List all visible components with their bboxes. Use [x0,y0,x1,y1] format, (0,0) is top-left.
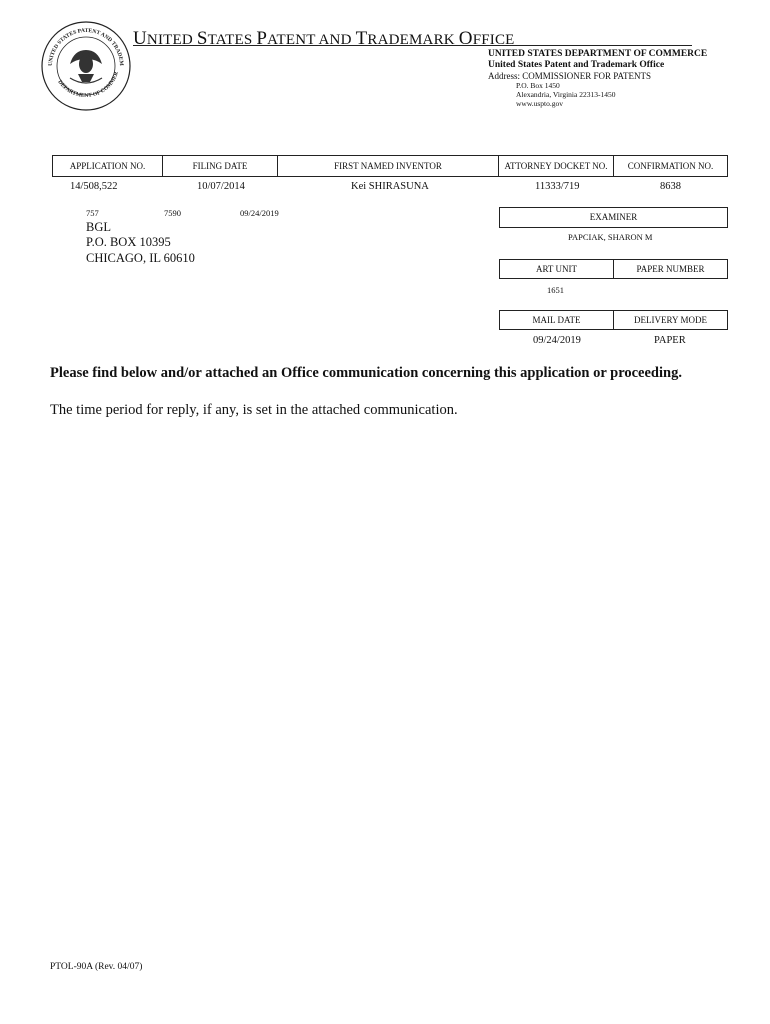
filing-date-value: 10/07/2014 [197,181,245,192]
examiner-label: EXAMINER [499,207,728,228]
first-named-inventor-label: FIRST NAMED INVENTOR [278,155,499,177]
seal-top-text: UNITED STATES PATENT AND TRADEM [47,27,125,67]
paper-number-label: PAPER NUMBER [614,259,728,279]
art-unit-label: ART UNIT [499,259,614,279]
application-no-label: APPLICATION NO. [52,155,163,177]
correspondence-code: 7590 [164,208,181,218]
first-named-inventor-value: Kei SHIRASUNA [351,181,429,192]
agency-name: United States Patent and Trademark Office [488,60,665,70]
delivery-mode-value: PAPER [654,335,686,346]
correspondence-line-2: CHICAGO, IL 60610 [86,251,195,265]
delivery-mode-label: DELIVERY MODE [614,310,728,330]
office-title: UNITED STATES PATENT AND TRADEMARK OFFICE [133,28,515,49]
department-name: UNITED STATES DEPARTMENT OF COMMERCE [488,49,708,59]
seal-bottom-text: DEPARTMENT OF COMMER [56,70,120,99]
attorney-docket-no-value: 11333/719 [535,181,580,192]
office-communication-notice: Please find below and/or attached an Office communication concerning this application or proceeding. [50,365,682,381]
address-line: Alexandria, Virginia 22313-1450 [516,90,616,99]
correspondence-line-1: P.O. BOX 10395 [86,235,171,249]
mail-date-label: MAIL DATE [499,310,614,330]
form-identifier: PTOL-90A (Rev. 04/07) [50,962,143,972]
uspto-seal [40,20,132,112]
attorney-docket-no-label: ATTORNEY DOCKET NO. [499,155,614,177]
eagle-icon [70,50,102,83]
confirmation-no-value: 8638 [660,181,681,192]
address-line: www.uspto.gov [516,99,564,108]
address-line: P.O. Box 1450 [516,81,560,90]
reply-period-notice: The time period for reply, if any, is set in the attached communication. [50,402,458,418]
title-rule [133,45,692,46]
correspondence-date: 09/24/2019 [240,208,279,218]
address-heading: Address: COMMISSIONER FOR PATENTS [488,71,651,81]
examiner-name: PAPCIAK, SHARON M [568,232,653,242]
art-unit-value: 1651 [547,285,564,295]
filing-date-label: FILING DATE [163,155,278,177]
mail-date-value: 09/24/2019 [533,335,581,346]
confirmation-no-label: CONFIRMATION NO. [614,155,728,177]
customer-number: 757 [86,208,99,218]
correspondence-name: BGL [86,220,111,234]
application-no-value: 14/508,522 [70,181,118,192]
